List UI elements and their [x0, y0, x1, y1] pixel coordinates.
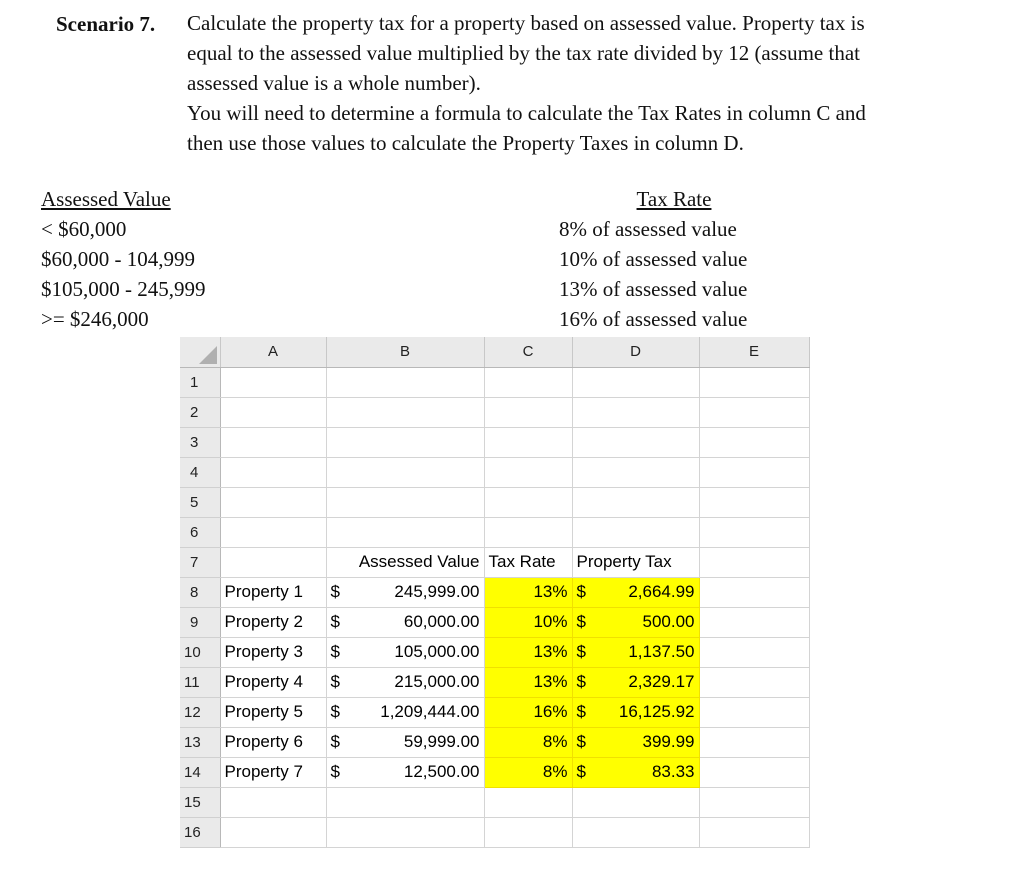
- cell-d[interactable]: [572, 397, 699, 427]
- cell-c[interactable]: Tax Rate: [484, 547, 572, 577]
- paragraph-line: You will need to determine a formula to calculate the Tax Rates in column C and: [187, 101, 866, 125]
- currency-symbol: $: [576, 732, 586, 751]
- cell-d[interactable]: [572, 637, 699, 667]
- sheet-row: [180, 427, 809, 457]
- assessed-value: 12,500.00: [403, 762, 480, 781]
- cell-b[interactable]: [326, 487, 484, 517]
- row-number[interactable]: 14: [180, 757, 220, 787]
- currency-symbol: $: [330, 732, 340, 751]
- range-item: < $60,000: [41, 217, 127, 241]
- rate-item: 13% of assessed value: [559, 277, 748, 301]
- cell-c[interactable]: 8%: [484, 757, 572, 787]
- cell-c[interactable]: [484, 817, 572, 847]
- rate-item: 8% of assessed value: [559, 217, 737, 241]
- cell-a[interactable]: Property 2: [220, 607, 326, 637]
- cell-b[interactable]: [326, 757, 484, 787]
- cell-e[interactable]: [699, 547, 809, 577]
- row-number[interactable]: 4: [180, 457, 220, 487]
- cell-e[interactable]: [699, 727, 809, 757]
- cell-b[interactable]: [326, 787, 484, 817]
- cell-d[interactable]: [572, 817, 699, 847]
- cell-b[interactable]: [326, 727, 484, 757]
- cell-c[interactable]: [484, 397, 572, 427]
- cell-a[interactable]: Property 6: [220, 727, 326, 757]
- range-item: $105,000 - 245,999: [41, 277, 206, 301]
- cell-e[interactable]: [699, 697, 809, 727]
- property-tax: 399.99: [642, 732, 695, 751]
- cell-c[interactable]: [484, 427, 572, 457]
- currency-symbol: $: [330, 582, 340, 601]
- sheet-row: [180, 577, 809, 607]
- currency-symbol: $: [330, 642, 340, 661]
- cell-d[interactable]: [572, 667, 699, 697]
- row-number[interactable]: 7: [180, 547, 220, 577]
- cell-a[interactable]: Property 1: [220, 577, 326, 607]
- cell-b[interactable]: [326, 667, 484, 697]
- row-number[interactable]: 1: [180, 367, 220, 397]
- cell-a[interactable]: [220, 817, 326, 847]
- tax-rate-reference: [559, 184, 789, 334]
- cell-a[interactable]: [220, 547, 326, 577]
- cell-e[interactable]: [699, 457, 809, 487]
- assessed-value: 59,999.00: [403, 732, 480, 751]
- assessed-value: 105,000.00: [394, 642, 480, 661]
- cell-a[interactable]: [220, 427, 326, 457]
- sheet-row: [180, 487, 809, 517]
- paragraph-line: then use those values to calculate the Property Taxes in column D.: [187, 131, 744, 155]
- row-number[interactable]: 11: [180, 667, 220, 697]
- property-tax: 1,137.50: [628, 642, 695, 661]
- currency-symbol: $: [330, 672, 340, 691]
- row-number[interactable]: 12: [180, 697, 220, 727]
- property-tax: 16,125.92: [618, 702, 695, 721]
- assessed-value-reference: [41, 184, 206, 334]
- cell-d[interactable]: [572, 487, 699, 517]
- sheet-row: [180, 457, 809, 487]
- currency-symbol: $: [576, 672, 586, 691]
- property-tax: 83.33: [651, 762, 695, 781]
- cell-e[interactable]: [699, 367, 809, 397]
- cell-d[interactable]: [572, 727, 699, 757]
- sheet-row: [180, 637, 809, 667]
- cell-c[interactable]: 16%: [484, 697, 572, 727]
- cell-d[interactable]: [572, 427, 699, 457]
- cell-e[interactable]: [699, 577, 809, 607]
- paragraph-line: assessed value is a whole number).: [187, 71, 481, 95]
- sheet-row: [180, 367, 809, 397]
- cell-c[interactable]: 13%: [484, 637, 572, 667]
- cell-c[interactable]: [484, 457, 572, 487]
- currency-symbol: $: [576, 762, 586, 781]
- row-number[interactable]: 13: [180, 727, 220, 757]
- sheet-row: [180, 517, 809, 547]
- cell-a[interactable]: [220, 397, 326, 427]
- cell-e[interactable]: [699, 397, 809, 427]
- sheet-row: [180, 817, 809, 847]
- sheet-row: [180, 547, 809, 577]
- sheet-row: [180, 757, 809, 787]
- sheet-row: [180, 667, 809, 697]
- cell-c[interactable]: [484, 517, 572, 547]
- cell-b[interactable]: [326, 697, 484, 727]
- currency-symbol: $: [576, 702, 586, 721]
- rate-item: 10% of assessed value: [559, 247, 748, 271]
- cell-a[interactable]: [220, 787, 326, 817]
- row-number[interactable]: 9: [180, 607, 220, 637]
- column-header-a[interactable]: A: [220, 337, 326, 367]
- row-number[interactable]: 15: [180, 787, 220, 817]
- cell-a[interactable]: [220, 367, 326, 397]
- sheet-row: [180, 397, 809, 427]
- assessed-value: 1,209,444.00: [380, 702, 480, 721]
- cell-c[interactable]: [484, 367, 572, 397]
- select-all-corner[interactable]: [180, 337, 220, 367]
- cell-d[interactable]: [572, 517, 699, 547]
- assessed-value: 215,000.00: [394, 672, 480, 691]
- currency-symbol: $: [330, 762, 340, 781]
- cell-b[interactable]: [326, 397, 484, 427]
- cell-b[interactable]: [326, 457, 484, 487]
- cell-c[interactable]: 13%: [484, 577, 572, 607]
- cell-a[interactable]: [220, 517, 326, 547]
- cell-a[interactable]: Property 7: [220, 757, 326, 787]
- assessed-value: 245,999.00: [394, 582, 480, 601]
- row-number[interactable]: 3: [180, 427, 220, 457]
- cell-e[interactable]: [699, 517, 809, 547]
- cell-b[interactable]: [326, 607, 484, 637]
- paragraph-line: Calculate the property tax for a property based on assessed value. Property tax is: [187, 11, 865, 35]
- currency-symbol: $: [330, 702, 340, 721]
- row-number[interactable]: 16: [180, 817, 220, 847]
- cell-d[interactable]: [572, 577, 699, 607]
- cell-b[interactable]: [326, 817, 484, 847]
- row-number[interactable]: 6: [180, 517, 220, 547]
- cell-d[interactable]: Property Tax: [572, 547, 699, 577]
- cell-d[interactable]: [572, 607, 699, 637]
- cell-e[interactable]: [699, 637, 809, 667]
- cell-c[interactable]: 13%: [484, 667, 572, 697]
- cell-e[interactable]: [699, 787, 809, 817]
- row-number[interactable]: 5: [180, 487, 220, 517]
- currency-symbol: $: [576, 582, 586, 601]
- cell-d[interactable]: [572, 697, 699, 727]
- cell-e[interactable]: [699, 487, 809, 517]
- column-header-b[interactable]: B: [326, 337, 484, 367]
- sheet-row: [180, 727, 809, 757]
- cell-a[interactable]: Property 5: [220, 697, 326, 727]
- cell-d[interactable]: [572, 757, 699, 787]
- property-tax: 2,329.17: [628, 672, 695, 691]
- tax-rate-header: Tax Rate: [636, 187, 712, 211]
- scenario-paragraph-2: [187, 98, 987, 158]
- cell-a[interactable]: [220, 457, 326, 487]
- cell-b[interactable]: [326, 427, 484, 457]
- row-number[interactable]: 8: [180, 577, 220, 607]
- sheet-row: [180, 787, 809, 817]
- cell-e[interactable]: [699, 757, 809, 787]
- property-tax: 500.00: [642, 612, 695, 631]
- cell-e[interactable]: [699, 667, 809, 697]
- cell-b[interactable]: [326, 577, 484, 607]
- cell-b[interactable]: [326, 517, 484, 547]
- cell-e[interactable]: [699, 427, 809, 457]
- cell-b[interactable]: [326, 367, 484, 397]
- row-number[interactable]: 10: [180, 637, 220, 667]
- column-header-c[interactable]: C: [484, 337, 572, 367]
- cell-b[interactable]: Assessed Value: [326, 547, 484, 577]
- cell-d[interactable]: [572, 457, 699, 487]
- property-tax: 2,664.99: [628, 582, 695, 601]
- cell-c[interactable]: 8%: [484, 727, 572, 757]
- cell-a[interactable]: Property 3: [220, 637, 326, 667]
- column-header-e[interactable]: E: [699, 337, 809, 367]
- currency-symbol: $: [576, 612, 586, 631]
- scenario-label: Scenario 7.: [56, 12, 156, 36]
- paragraph-line: equal to the assessed value multiplied by the tax rate divided by 12 (assume that: [187, 41, 860, 65]
- spreadsheet-grid: [180, 337, 810, 848]
- row-number[interactable]: 2: [180, 397, 220, 427]
- scenario-paragraph-1: [187, 8, 987, 98]
- assessed-value: 60,000.00: [403, 612, 480, 631]
- range-item: >= $246,000: [41, 307, 149, 331]
- cell-e[interactable]: [699, 817, 809, 847]
- cell-b[interactable]: [326, 637, 484, 667]
- sheet-row: [180, 697, 809, 727]
- sheet-row: [180, 607, 809, 637]
- rate-item: 16% of assessed value: [559, 307, 748, 331]
- cell-a[interactable]: Property 4: [220, 667, 326, 697]
- assessed-value-header: Assessed Value: [41, 187, 171, 211]
- cell-e[interactable]: [699, 607, 809, 637]
- cell-c[interactable]: 10%: [484, 607, 572, 637]
- cell-d[interactable]: [572, 367, 699, 397]
- cell-a[interactable]: [220, 487, 326, 517]
- cell-d[interactable]: [572, 787, 699, 817]
- cell-c[interactable]: [484, 487, 572, 517]
- column-header-d[interactable]: D: [572, 337, 699, 367]
- range-item: $60,000 - 104,999: [41, 247, 195, 271]
- cell-c[interactable]: [484, 787, 572, 817]
- currency-symbol: $: [576, 642, 586, 661]
- currency-symbol: $: [330, 612, 340, 631]
